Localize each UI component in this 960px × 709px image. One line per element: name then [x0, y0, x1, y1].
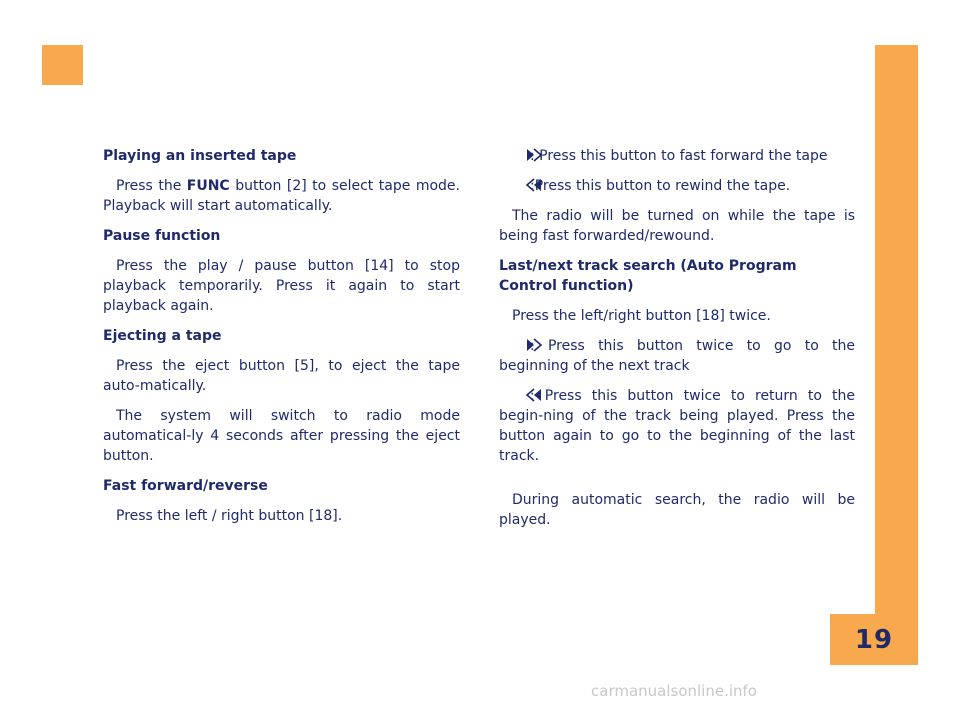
spacer	[499, 476, 855, 490]
heading-track-search: Last/next track search (Auto Program Control function)	[499, 258, 797, 294]
ff-line: : Press this button to fast forward the tape	[530, 148, 828, 164]
heading-playing: Playing an inserted tape	[103, 148, 297, 164]
next-track-text: : Press this button twice to go to the beginning of the next track	[499, 338, 855, 374]
paragraph-ff-button	[499, 146, 855, 166]
left-column	[103, 146, 460, 536]
fast-forward-icon	[512, 148, 530, 162]
paragraph-track-press: Press the left/right button [18] twice.	[512, 308, 771, 324]
func-keyword: FUNC	[186, 178, 230, 194]
page-number-box	[830, 614, 918, 665]
heading-fast-forward: Fast forward/reverse	[103, 478, 268, 494]
paragraph-switch: The system will switch to radio mode automatical-ly 4 seconds after pressing the eject button.	[103, 408, 460, 464]
paragraph-next-track	[499, 336, 855, 376]
corner-accent-square	[42, 45, 83, 85]
playing-text-after: button [2] to select tape mode. Playback will start automatically.	[103, 178, 460, 214]
paragraph-eject: Press the eject button [5], to eject the tape auto-matically.	[103, 358, 460, 394]
right-column	[499, 146, 855, 540]
rewind-icon	[512, 178, 530, 192]
page-number: 19	[854, 624, 894, 655]
paragraph-radio-on: The radio will be turned on while the tape is being fast forwarded/rewound.	[499, 208, 855, 244]
rw-line: :Press this button to rewind the tape.	[530, 178, 791, 194]
paragraph-rw-button	[499, 176, 855, 196]
paragraph-prev-track	[499, 386, 855, 466]
watermark: carmanualsonline.info	[591, 682, 757, 700]
paragraph-pause: Press the play / pause button [14] to stop playback temporarily. Press it again to start playback again.	[103, 258, 460, 314]
paragraph-fast-forward: Press the left / right button [18].	[116, 508, 343, 524]
fast-forward-icon	[512, 338, 530, 352]
paragraph-playing	[103, 176, 460, 216]
heading-pause: Pause function	[103, 228, 221, 244]
heading-eject: Ejecting a tape	[103, 328, 222, 344]
playing-text-before: Press the	[116, 178, 187, 194]
side-accent-band	[875, 45, 918, 665]
rewind-icon	[512, 388, 530, 402]
prev-track-text: : Press this button twice to return to the begin-ning of the track being played. Press the button again to go to the beginning of the last track.	[499, 388, 855, 464]
paragraph-search: During automatic search, the radio will be played.	[499, 492, 855, 528]
